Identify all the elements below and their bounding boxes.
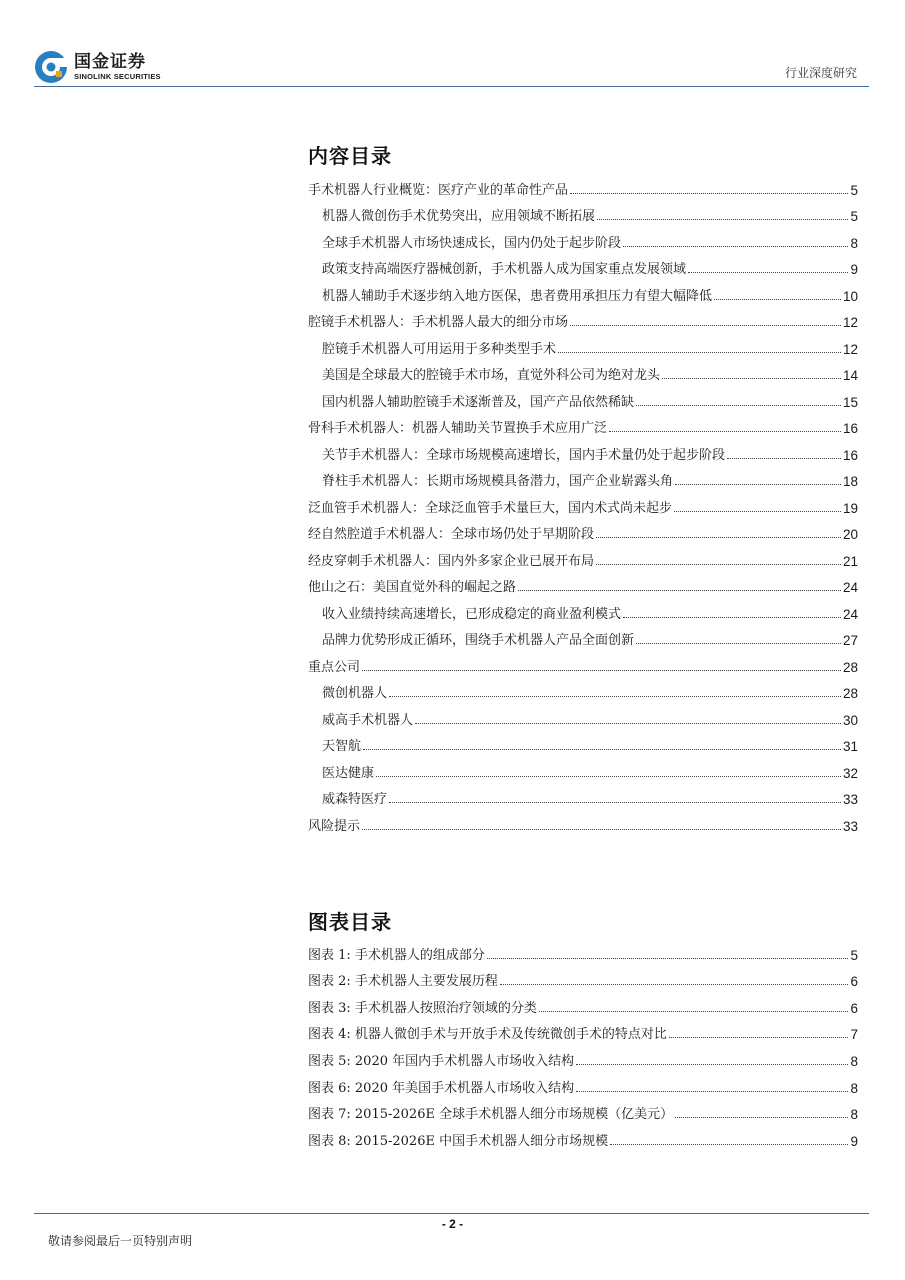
figure-entry-page: 8 xyxy=(850,1080,858,1096)
toc-entry[interactable] xyxy=(308,754,858,781)
toc-entry-page: 27 xyxy=(842,633,858,648)
toc-entry-label: 腔镜手术机器人：手术机器人最大的细分市场 xyxy=(308,315,569,330)
toc-entry[interactable] xyxy=(308,304,858,331)
dot-leader xyxy=(570,324,841,326)
toc-entry-page: 28 xyxy=(842,686,858,701)
figure-entry-page: 6 xyxy=(850,974,858,990)
toc-entry-page: 31 xyxy=(842,739,858,754)
toc-entry[interactable] xyxy=(308,807,858,834)
dot-leader xyxy=(576,1090,848,1092)
dot-leader xyxy=(362,669,841,671)
toc-entry-label: 手术机器人行业概览：医疗产业的革命性产品 xyxy=(308,182,569,198)
toc-entry-label: 骨科手术机器人：机器人辅助关节置换手术应用广泛 xyxy=(308,421,608,436)
figure-entry[interactable] xyxy=(308,989,858,1016)
dot-leader xyxy=(675,483,841,485)
toc-entry-label: 他山之石：美国直觉外科的崛起之路 xyxy=(308,580,517,595)
dot-leader xyxy=(636,404,841,406)
figure-entry-page: 9 xyxy=(850,1133,858,1149)
dot-leader xyxy=(362,828,841,830)
disclaimer-text: 敬请参阅最后一页特别声明 xyxy=(48,1234,193,1248)
figure-entry-label: 图表 6: 2020 年美国手术机器人市场收入结构 xyxy=(308,1080,575,1096)
sinolink-logo-icon xyxy=(34,50,68,84)
dot-leader xyxy=(675,1116,848,1118)
toc-entry[interactable] xyxy=(308,224,858,251)
toc-entry-page: 18 xyxy=(842,474,858,489)
toc-entry-label: 腔镜手术机器人可用运用于多种类型手术 xyxy=(322,341,557,357)
header-divider xyxy=(34,86,869,87)
toc-entry-label: 机器人辅助手术逐步纳入地方医保，患者费用承担压力有望大幅降低 xyxy=(322,288,713,304)
toc-entry-page: 5 xyxy=(850,209,858,224)
toc-entry-page: 8 xyxy=(850,235,858,251)
dot-leader xyxy=(576,1063,848,1065)
figure-list-title: 图表目录 xyxy=(308,910,392,934)
figure-entry-page: 8 xyxy=(850,1107,858,1123)
toc-entry-page: 5 xyxy=(850,182,858,198)
toc-entry[interactable] xyxy=(308,569,858,596)
toc-entry[interactable] xyxy=(308,489,858,516)
figure-entry-page: 6 xyxy=(850,1000,858,1016)
toc-entry-label: 机器人微创伤手术优势突出，应用领域不断拓展 xyxy=(322,209,596,224)
figure-entry[interactable] xyxy=(308,1016,858,1043)
dot-leader xyxy=(610,1143,848,1145)
toc-entry[interactable] xyxy=(308,198,858,225)
toc-entry[interactable] xyxy=(308,622,858,649)
dot-leader xyxy=(674,510,841,512)
toc-entry-label: 经自然腔道手术机器人：全球市场仍处于早期阶段 xyxy=(308,527,595,542)
figure-list xyxy=(308,936,858,1149)
toc-entry-label: 威森特医疗 xyxy=(322,792,388,807)
dot-leader xyxy=(662,377,841,379)
toc-entry-page: 28 xyxy=(842,659,858,675)
dot-leader xyxy=(596,536,841,538)
toc-entry[interactable] xyxy=(308,251,858,278)
footer-divider xyxy=(34,1213,869,1214)
figure-entry[interactable] xyxy=(308,963,858,990)
figure-entry-label: 图表 3: 手术机器人按照治疗领域的分类 xyxy=(308,1000,537,1016)
toc-entry[interactable] xyxy=(308,516,858,543)
dot-leader xyxy=(389,801,841,803)
figure-entry-label: 图表 1: 手术机器人的组成部分 xyxy=(308,947,485,963)
toc-entry-label: 全球手术机器人市场快速成长，国内仍处于起步阶段 xyxy=(322,235,622,251)
dot-leader xyxy=(558,351,841,353)
dot-leader xyxy=(596,563,841,565)
dot-leader xyxy=(376,775,841,777)
figure-entry[interactable] xyxy=(308,1122,858,1149)
dot-leader xyxy=(500,983,849,985)
toc-entry-label: 重点公司 xyxy=(308,659,361,675)
figure-entry[interactable] xyxy=(308,1042,858,1069)
toc-entry-label: 微创机器人 xyxy=(322,686,388,701)
toc-entry[interactable] xyxy=(308,542,858,569)
report-type: 行业深度研究 xyxy=(784,66,857,80)
figure-entry-page: 5 xyxy=(850,947,858,963)
toc-entry-page: 24 xyxy=(842,580,858,595)
toc-entry[interactable] xyxy=(308,463,858,490)
figure-entry[interactable] xyxy=(308,1096,858,1123)
toc-entry-label: 国内机器人辅助腔镜手术逐渐普及，国产产品依然稀缺 xyxy=(322,394,635,410)
dot-leader xyxy=(636,642,841,644)
toc-entry[interactable] xyxy=(308,595,858,622)
toc-entry[interactable] xyxy=(308,701,858,728)
toc-entry-label: 威高手术机器人 xyxy=(322,712,414,728)
toc-entry-page: 19 xyxy=(842,500,858,516)
dot-leader xyxy=(688,271,848,273)
toc-entry-page: 12 xyxy=(842,341,858,357)
dot-leader xyxy=(623,616,841,618)
toc-entry-page: 16 xyxy=(842,421,858,436)
dot-leader xyxy=(597,218,848,220)
page-header xyxy=(0,0,905,90)
toc-entry-page: 10 xyxy=(842,288,858,304)
dot-leader xyxy=(389,695,841,697)
dot-leader xyxy=(623,245,848,247)
logo-english-name: SINOLINK SECURITIES xyxy=(74,71,161,81)
toc-entry-page: 15 xyxy=(842,394,858,410)
toc-entry-label: 医达健康 xyxy=(322,765,375,781)
figure-entry-label: 图表 2: 手术机器人主要发展历程 xyxy=(308,974,498,990)
toc-entry-label: 政策支持高端医疗器械创新，手术机器人成为国家重点发展领域 xyxy=(322,262,687,277)
toc-entry-label: 风险提示 xyxy=(308,818,361,834)
toc-entry[interactable] xyxy=(308,675,858,702)
toc-entry-label: 关节手术机器人：全球市场规模高速增长，国内手术量仍处于起步阶段 xyxy=(322,447,726,463)
figure-entry-label: 图表 5: 2020 年国内手术机器人市场收入结构 xyxy=(308,1053,575,1069)
toc-title: 内容目录 xyxy=(308,144,392,168)
figure-entry-page: 8 xyxy=(850,1053,858,1069)
toc-entry[interactable] xyxy=(308,728,858,755)
toc-entry-page: 14 xyxy=(842,368,858,383)
toc-entry[interactable] xyxy=(308,410,858,437)
toc-entry-label: 美国是全球最大的腔镜手术市场，直觉外科公司为绝对龙头 xyxy=(322,368,661,383)
company-logo xyxy=(34,50,161,84)
dot-leader xyxy=(518,589,841,591)
toc-entry-page: 30 xyxy=(842,712,858,728)
dot-leader xyxy=(609,430,841,432)
dot-leader xyxy=(714,298,841,300)
toc-entry[interactable] xyxy=(308,330,858,357)
figure-entry[interactable] xyxy=(308,1069,858,1096)
toc-entry-label: 泛血管手术机器人：全球泛血管手术量巨大，国内术式尚未起步 xyxy=(308,500,673,516)
toc-entry[interactable] xyxy=(308,357,858,384)
toc-entry[interactable] xyxy=(308,171,858,198)
figure-entry-page: 7 xyxy=(850,1027,858,1043)
toc-entry-page: 33 xyxy=(842,818,858,834)
toc-entry[interactable] xyxy=(308,648,858,675)
figure-entry-label: 图表 4: 机器人微创手术与开放手术及传统微创手术的特点对比 xyxy=(308,1027,667,1043)
dot-leader xyxy=(539,1010,849,1012)
dot-leader xyxy=(487,957,849,959)
toc-entry-page: 24 xyxy=(842,606,858,622)
toc-entry-page: 32 xyxy=(842,765,858,781)
toc-entry-label: 收入业绩持续高速增长，已形成稳定的商业盈利模式 xyxy=(322,606,622,622)
logo-chinese-name: 国金证券 xyxy=(74,51,146,72)
dot-leader xyxy=(415,722,841,724)
toc-entry-page: 33 xyxy=(842,792,858,807)
toc-entry-page: 16 xyxy=(842,447,858,463)
figure-entry-label: 图表 8: 2015-2026E 中国手术机器人细分市场规模 xyxy=(308,1133,609,1149)
toc-entry[interactable] xyxy=(308,277,858,304)
toc-entry-label: 脊柱手术机器人：长期市场规模具备潜力，国产企业崭露头角 xyxy=(322,474,674,489)
figure-entry[interactable] xyxy=(308,936,858,963)
page-number: - 2 - xyxy=(441,1217,464,1231)
toc-entry[interactable] xyxy=(308,383,858,410)
toc-entry-page: 20 xyxy=(842,527,858,542)
toc-entry-label: 天智航 xyxy=(322,739,362,754)
toc-entry-page: 12 xyxy=(842,315,858,330)
dot-leader xyxy=(570,192,848,194)
toc-entry-label: 经皮穿刺手术机器人：国内外多家企业已展开布局 xyxy=(308,553,595,569)
toc-entry-page: 9 xyxy=(850,262,858,277)
toc-entry-page: 21 xyxy=(842,553,858,569)
dot-leader xyxy=(363,748,841,750)
dot-leader xyxy=(669,1036,849,1038)
toc-entry-label: 品牌力优势形成正循环，围绕手术机器人产品全面创新 xyxy=(322,633,635,648)
toc-entry[interactable] xyxy=(308,781,858,808)
toc-entry[interactable] xyxy=(308,436,858,463)
dot-leader xyxy=(727,457,841,459)
table-of-contents xyxy=(308,171,858,834)
figure-entry-label: 图表 7: 2015-2026E 全球手术机器人细分市场规模（亿美元） xyxy=(308,1107,674,1123)
